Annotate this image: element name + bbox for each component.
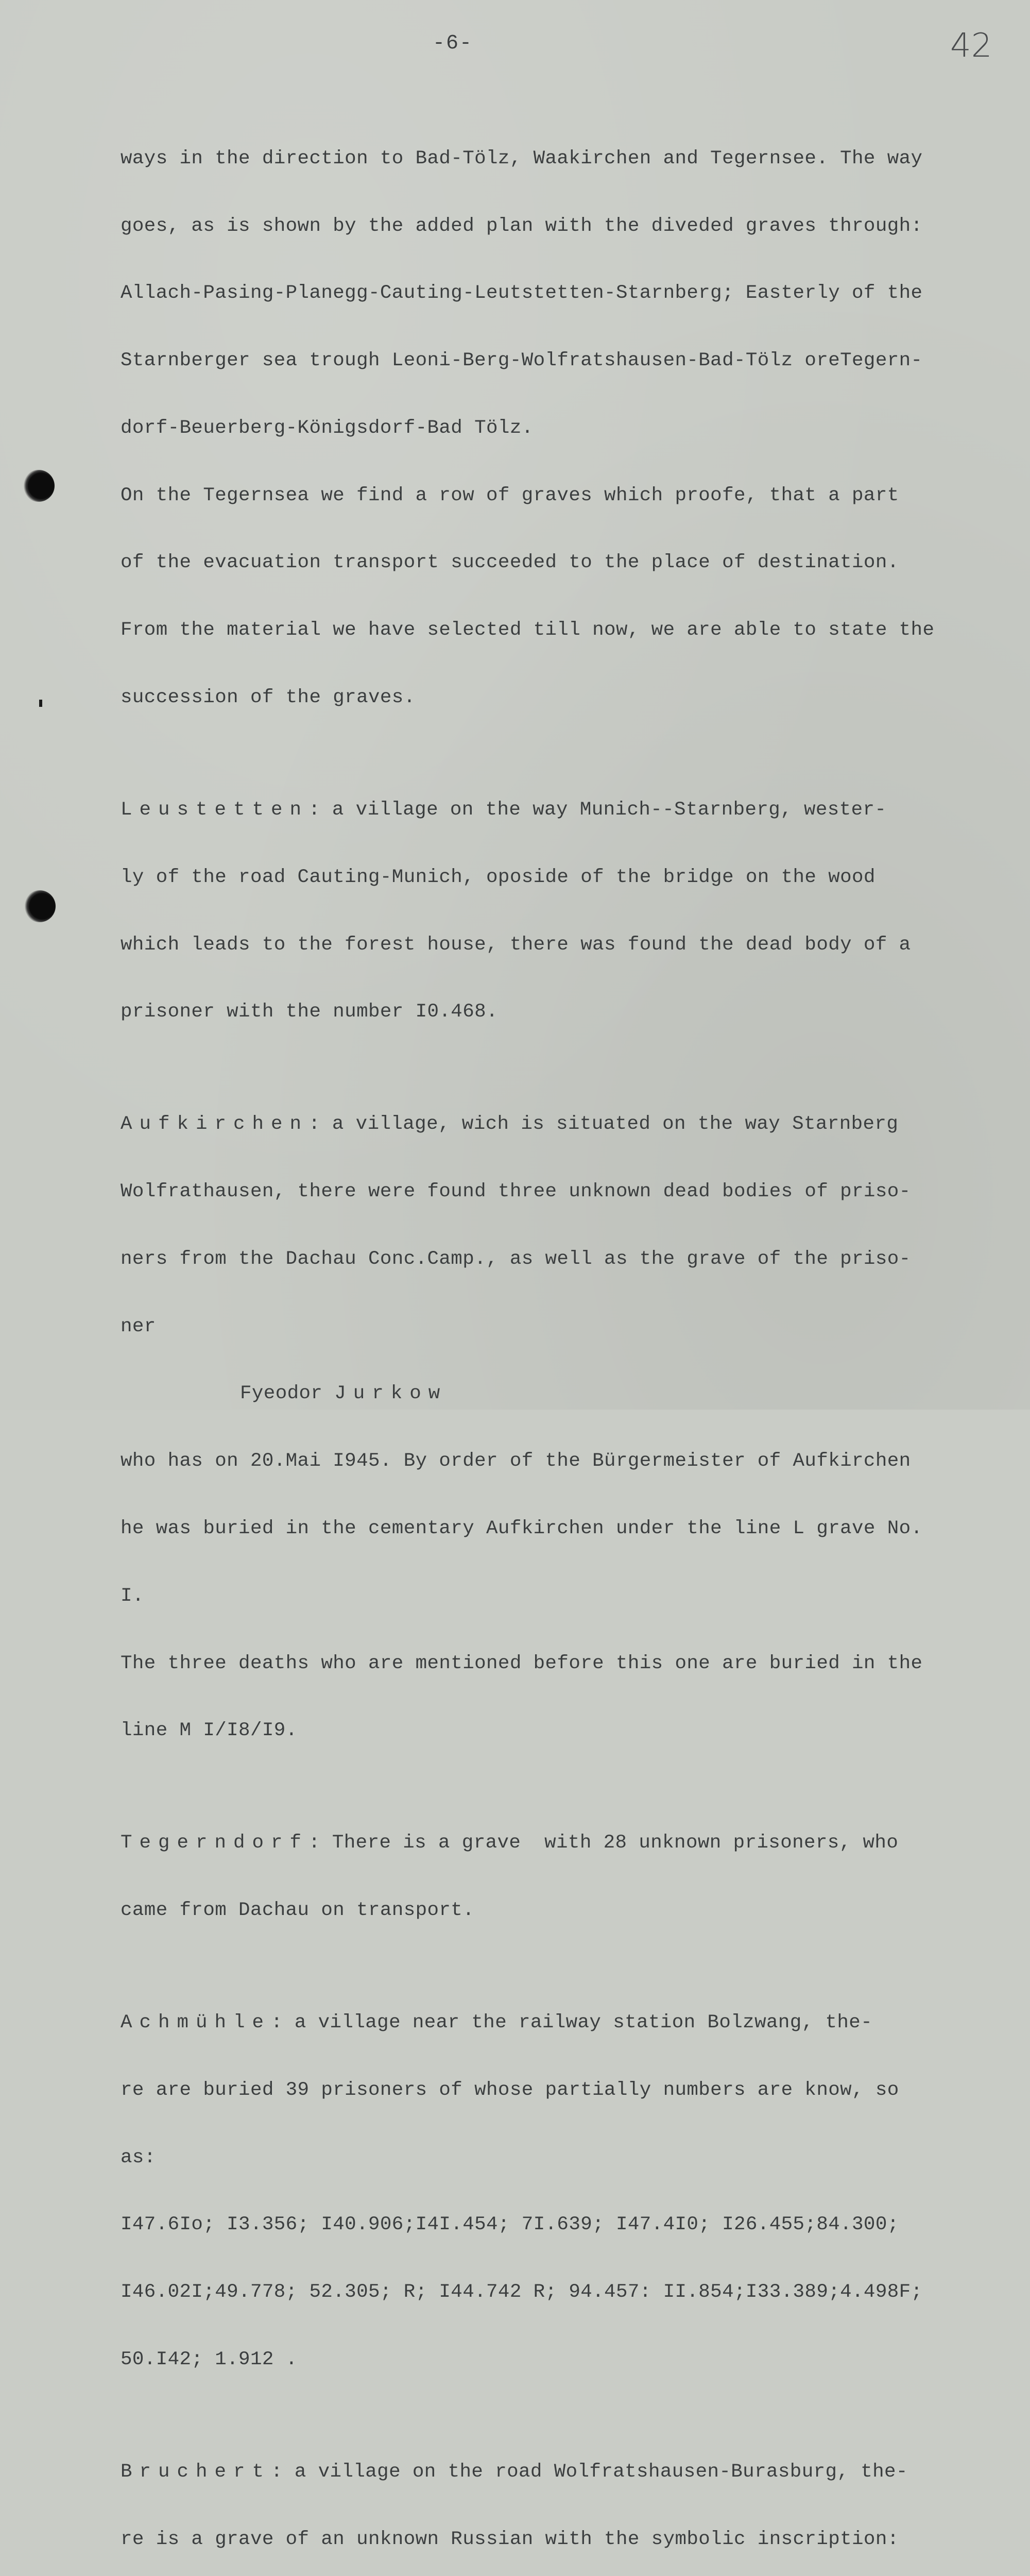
text-line: re are buried 39 prisoners of whose partially numbers are know, so [121,2079,899,2101]
document-body [121,80,1017,2576]
text-line: prisoner with the number I0.468. [121,1001,498,1023]
text-line: dorf-Beuerberg-Königsdorf-Bad Tölz. [121,417,534,439]
text-line: came from Dachau on transport. [121,1900,475,1922]
entry-bruchert [121,2461,1017,2484]
text-line: ners from the Dachau Conc.Camp., as well as the grave of the priso- [121,1248,911,1270]
prisoner-name [121,1383,1017,1405]
entry-achmuehle [121,2012,1017,2035]
text-line: ner [121,1315,156,1337]
text-line: which leads to the forest house, there was found the dead body of a [121,934,911,956]
place-name: Bruchert [121,2461,271,2483]
entry-tegerndorf [121,1832,1017,1855]
place-name: Aufkirchen [121,1113,309,1136]
prisoner-last-name: Jurkow [334,1383,448,1405]
prisoner-first-name: Fyeodor [240,1383,323,1405]
text-line: ly of the road Cauting-Munich, oposide of the bridge on the wood [121,866,876,888]
text-line: Starnberger sea trough Leoni-Berg-Wolfratshausen-Bad-Tölz oreTegern- [121,350,923,372]
text-line: : a village, wich is situated on the way Starnberg [308,1113,899,1136]
text-line: 50.I42; 1.912 . [121,2348,298,2370]
place-name: Achmühle [121,2012,271,2034]
punch-hole-icon [24,890,56,922]
text-line: The three deaths who are mentioned before this one are buried in the [121,1652,923,1674]
text-line: succession of the graves. [121,687,416,709]
text-line: ways in the direction to Bad-Tölz, Waakirchen and Tegernsee. The way [121,147,923,170]
punch-hole-icon [23,470,55,502]
text-line: : a village near the railway station Bolzwang, the- [271,2012,873,2034]
text-line: of the evacuation transport succeeded to the place of destination. [121,552,899,574]
text-line: I47.6Io; I3.356; I40.906;I4I.454; 7I.639; I47.4I0; I26.455;84.300; [121,2214,899,2236]
text-line: re is a grave of an unknown Russian with the symbolic inscription: [121,2528,899,2550]
text-line: I46.02I;49.778; 52.305; R; I44.742 R; 94.457: II.854;I33.389;4.498F; [121,2281,923,2303]
text-line: Allach-Pasing-Planegg-Cauting-Leutstetten-Starnberg; Easterly of the [121,282,923,304]
text-line: : a village on the road Wolfratshausen-Burasburg, the- [271,2461,908,2483]
text-line: who has on 20.Mai I945. By order of the Bürgermeister of Aufkirchen [121,1450,911,1472]
text-line: I. [121,1585,144,1607]
handwritten-folio-number: 42 [950,27,992,65]
place-name: Leustetten [121,799,309,821]
stray-ink-mark [39,700,42,707]
text-line: On the Tegernsea we find a row of graves which proofe, that a part [121,484,899,506]
entry-aufkirchen [121,1113,1017,1136]
text-line: : a village on the way Munich--Starnberg, wester- [308,799,887,821]
text-line: goes, as is shown by the added plan with the diveded graves through: [121,215,923,237]
text-line: : There is a grave with 28 unknown prisoners, who [308,1832,899,1854]
text-line: Wolfrathausen, there were found three unknown dead bodies of priso- [121,1181,911,1203]
place-name: Tegerndorf [121,1832,309,1854]
text-line: line M I/I8/I9. [121,1720,298,1742]
page-number: -6- [433,32,473,55]
text-line: From the material we have selected till now, we are able to state the [121,619,935,641]
text-line: he was buried in the cementary Aufkirchen under the line L grave No. [121,1518,923,1539]
entry-leustetten [121,799,1017,822]
text-line: as: [121,2146,156,2168]
